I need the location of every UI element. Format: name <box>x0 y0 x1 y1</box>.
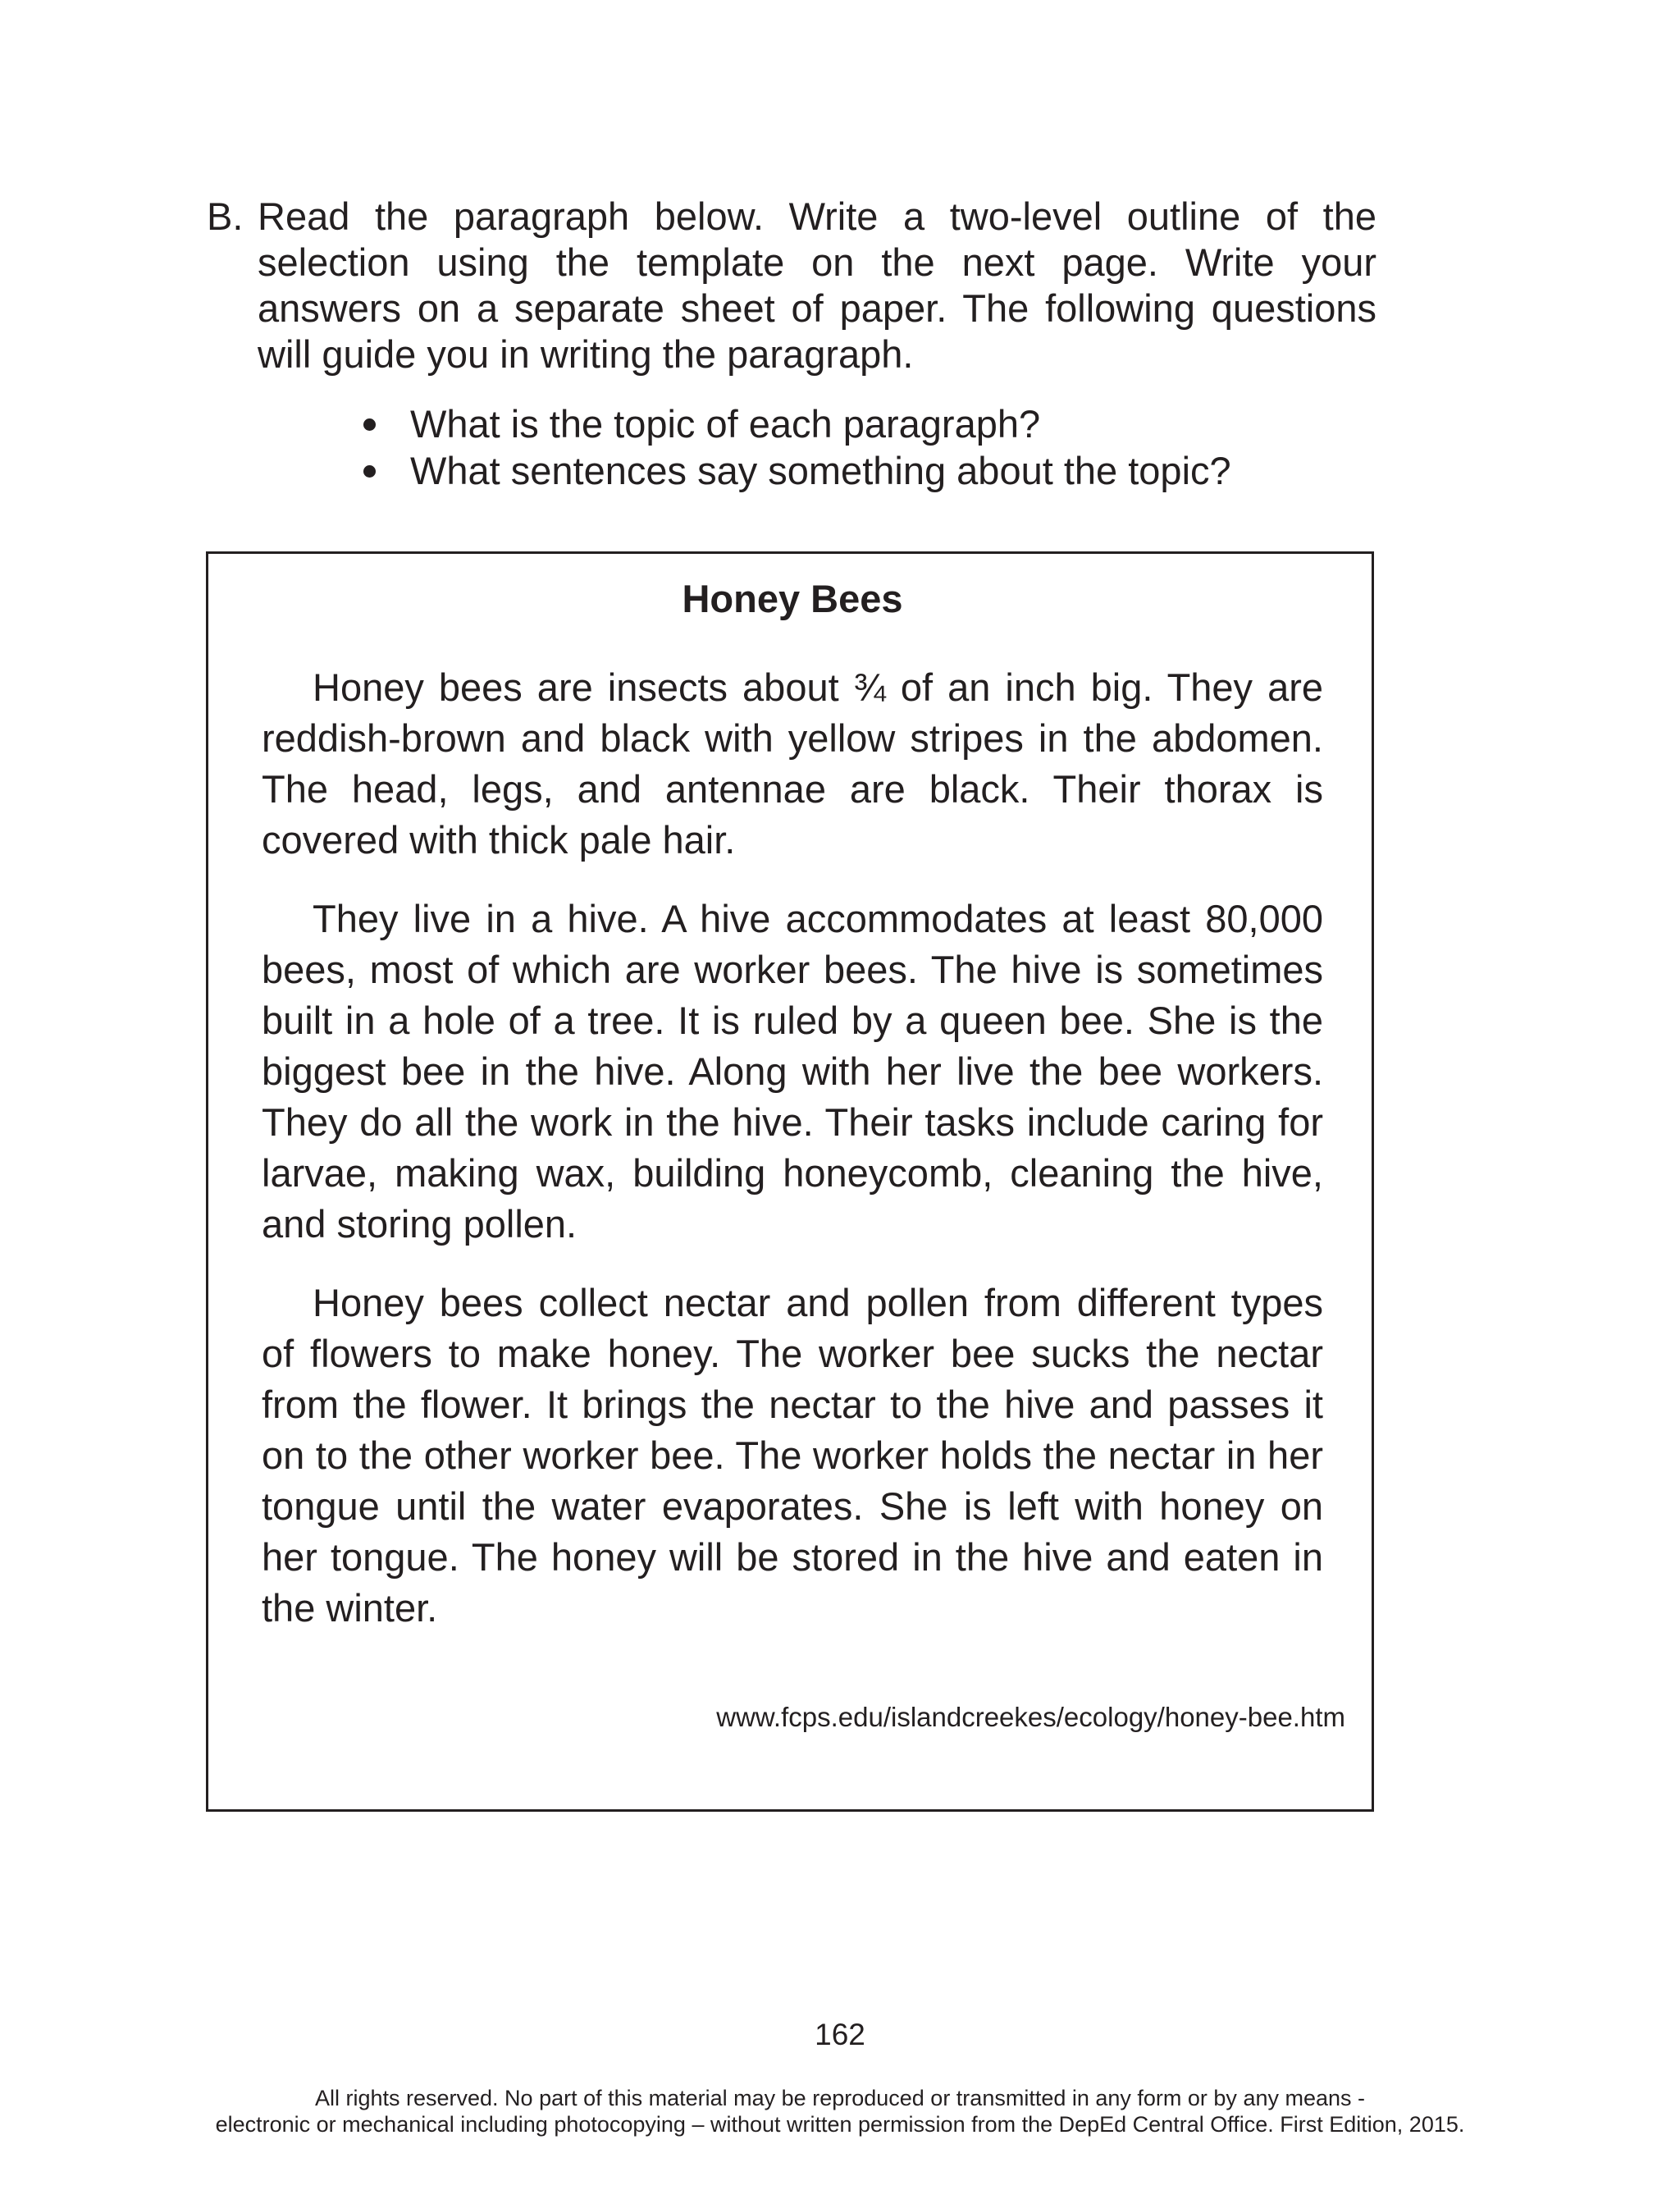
bullet-icon <box>363 465 376 478</box>
item-marker: B. <box>207 194 244 238</box>
copyright-line: electronic or mechanical including photocopying – without written permission from the DepEd Central Office. First Edition, 2015. <box>215 2112 1465 2137</box>
passage-content <box>262 575 1323 1662</box>
passage-title: Honey Bees <box>682 577 903 620</box>
passage-paragraph: Honey bees are insects about ¾ of an inch big. They are reddish-brown and black with yellow stripes in the abdomen. The head, legs, and antennae are black. Their thorax is covered with thick pale hair. <box>262 665 1323 862</box>
passage-paragraph: They live in a hive. A hive accommodates at least 80,000 bees, most of which are worker bees. The hive is sometimes built in a hole of a tree. It is ruled by a queen bee. She is the biggest bee in the hive. Along with her live the bee workers. They do all the work in the hive. Their tasks include caring for larvae, making wax, building honeycomb, cleaning the hive, and storing pollen. <box>262 897 1323 1246</box>
guide-question <box>353 447 1370 494</box>
instruction-block <box>207 194 1376 377</box>
copyright-line: All rights reserved. No part of this material may be reproduced or transmitted in any form or by any means - <box>314 2086 1366 2110</box>
bullet-icon <box>363 418 376 431</box>
passage-paragraph: Honey bees collect nectar and pollen from different types of flowers to make honey. The worker bee sucks the nectar from the flower. It brings the nectar to the hive and passes it on to the other worker bee. The worker holds the nectar in her tongue until the water evaporates. She is left with honey on her tongue. The honey will be stored in the hive and eaten in the winter. <box>262 1281 1323 1630</box>
copyright-notice <box>0 2085 1680 2137</box>
guide-question <box>353 400 1370 447</box>
source-citation: www.fcps.edu/islandcreekes/ecology/honey-bee.htm <box>716 1702 1345 1732</box>
guide-question-text: What is the topic of each paragraph? <box>410 402 1041 446</box>
reading-passage-box <box>206 551 1374 1812</box>
instruction-text: Read the paragraph below. Write a two-level outline of the selection using the template on the next page. Write your answers on a separate sheet of paper. The following questions will guide you in writing the paragraph. <box>258 194 1376 376</box>
guide-question-text: What sentences say something about the topic? <box>410 449 1231 492</box>
page-number: 162 <box>815 2018 865 2051</box>
guide-questions <box>353 400 1370 494</box>
